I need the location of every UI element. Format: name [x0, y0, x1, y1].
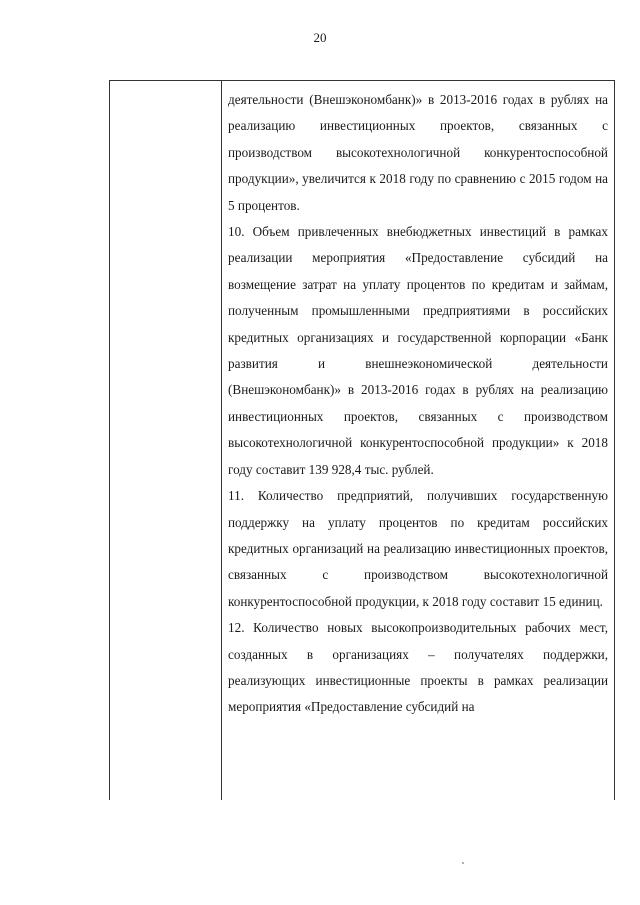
scan-speck: [462, 862, 464, 864]
paragraph-item-10: 10. Объем привлеченных внебюджетных инвестиций в рамках реализации мероприятия «Предоставление субсидий на возмещение затрат на уплату процентов по кредитам и займам, полученным промышленными предприятиями в российских кредитных организациях и государственной корпорации «Банк развития и внешнеэкономической деятельности (Внешэкономбанк)» в 2013-2016 годах в рублях на реализацию инвестиционных проектов, связанных с производством высокотехнологичной конкурентоспособной продукции» к 2018 году составит 139 928,4 тыс. рублей.: [228, 224, 608, 477]
paragraph-continuation: деятельности (Внешэкономбанк)» в 2013-2016 годах в рублях на реализацию инвестиционных проектов, связанных с производством высокотехнологичной конкурентоспособной продукции», увеличится к 2018 году по сравнению с 2015 годом на 5 процентов.: [228, 92, 608, 213]
table-right-column: [222, 81, 614, 800]
content-table: [109, 80, 615, 800]
page-number: 20: [313, 30, 327, 45]
paragraph-item-11: 11. Количество предприятий, получивших государственную поддержку на уплату процентов по кредитам российских кредитных организаций на реализацию инвестиционных проектов, связанных с производством высокотехнологичной конкурентоспособной продукции, к 2018 году составит 15 единиц.: [228, 488, 608, 609]
paragraph-item-12: 12. Количество новых высокопроизводительных рабочих мест, созданных в организациях – получателях поддержки, реализующих инвестиционные проекты в рамках реализации мероприятия «Предоставление субсидий на: [228, 620, 608, 715]
table-left-column: [110, 81, 222, 800]
